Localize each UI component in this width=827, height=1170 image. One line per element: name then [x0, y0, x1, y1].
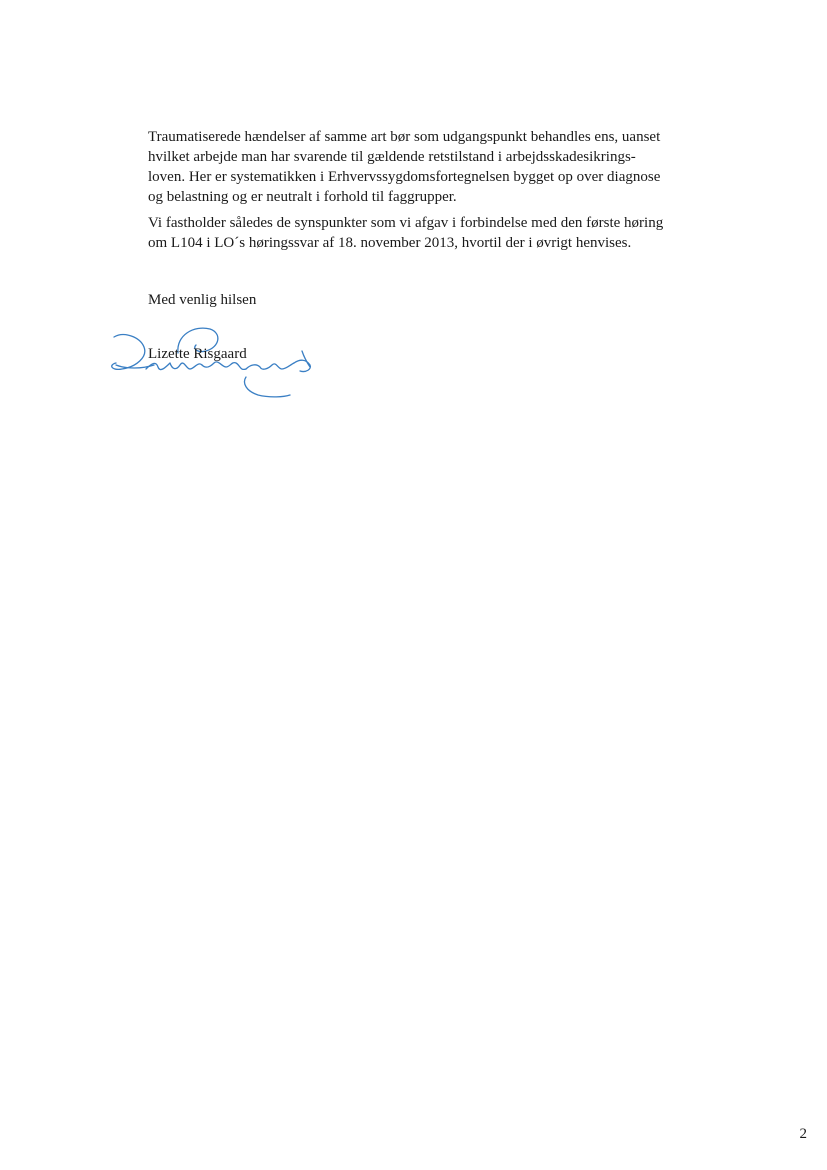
signature-block	[106, 325, 326, 405]
paragraph-line: om L104 i LO´s høringssvar af 18. november 2013, hvortil der i øvrigt henvises.	[148, 235, 632, 251]
handwritten-signature	[106, 325, 326, 405]
paragraph-1	[148, 127, 728, 207]
signer-name: Lizette Risgaard	[148, 346, 247, 362]
letter-body	[148, 127, 728, 259]
paragraph-line: hvilket arbejde man har svarende til gældende retstilstand i arbejdsskadesikrings-	[148, 149, 636, 165]
paragraph-line: loven. Her er systematikken i Erhvervssygdomsfortegnelsen bygget op over diagnose	[148, 169, 661, 185]
paragraph-line: Traumatiserede hændelser af samme art bør som udgangspunkt behandles ens, uanset	[148, 129, 661, 145]
closing-salutation: Med venlig hilsen	[148, 292, 257, 308]
paragraph-line: Vi fastholder således de synspunkter som vi afgav i forbindelse med den første høring	[148, 215, 664, 231]
paragraph-2	[148, 213, 728, 253]
paragraph-line: og belastning og er neutralt i forhold til faggrupper.	[148, 189, 457, 205]
page-number: 2	[799, 1126, 807, 1142]
